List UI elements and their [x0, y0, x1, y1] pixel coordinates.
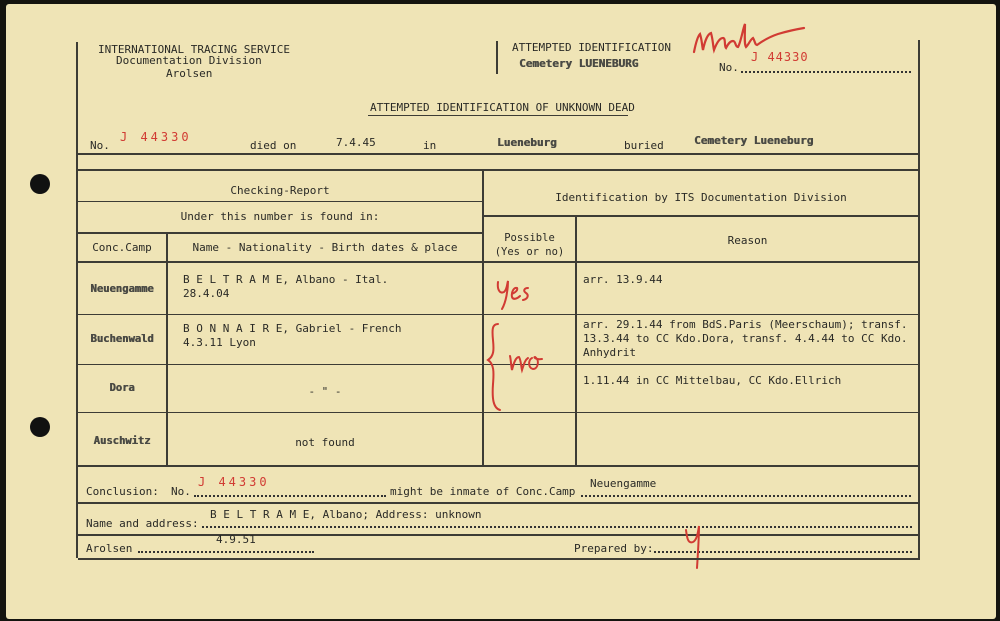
org-name: INTERNATIONAL TRACING SERVICE — [98, 43, 291, 56]
conclusion-no-label: No. — [171, 485, 191, 498]
conclusion-no-value: J 44330 — [198, 475, 270, 489]
record-card — [6, 4, 996, 619]
form-title: ATTEMPTED IDENTIFICATION OF UNKNOWN DEAD — [370, 101, 635, 114]
name-address-label: Name and address: — [86, 517, 199, 530]
buried-label: buried — [624, 139, 664, 152]
punch-hole-top — [30, 174, 50, 194]
frame-right — [918, 40, 920, 560]
preparer-signature — [680, 520, 710, 572]
row2-reason: arr. 29.1.44 from BdS.Paris (Meerschaum); transf. 13.3.44 to CC Kdo.Dora, transf. 4.4.44 to CC Kdo. Anhydrit — [583, 318, 908, 359]
table-divider-camp — [166, 232, 168, 465]
org-division: Documentation Division — [116, 54, 262, 67]
record-no-label: No. — [90, 139, 110, 152]
identification-heading: Identification by ITS Documentation Division — [555, 191, 847, 204]
table-divider-possible — [575, 215, 577, 465]
name-address-value: B E L T R A M E, Albano; Address: unknown — [210, 508, 482, 521]
footer-date-dotline — [138, 551, 314, 553]
row2-camp: Buchenwald — [90, 333, 154, 345]
column-header-rule — [78, 261, 918, 263]
conclusion-camp-dotline — [581, 495, 911, 497]
subheader-rule-left — [78, 232, 482, 234]
conclusion-rule — [78, 502, 918, 504]
name-address-rule — [78, 534, 918, 536]
checking-report-rule — [78, 201, 482, 202]
in-label: in — [423, 139, 437, 152]
possible-no-handwritten — [484, 320, 564, 412]
conclusion-label: Conclusion: — [86, 485, 159, 498]
name-address-dotline — [202, 526, 912, 528]
table-bottom-border — [78, 465, 918, 467]
header-no-label: No. — [719, 61, 739, 74]
handwritten-made-mark — [686, 14, 811, 58]
column-header-possible: Possible (Yes or no) — [494, 232, 565, 258]
died-on-value: 7.4.45 — [336, 136, 376, 149]
possible-yes-handwritten — [492, 276, 562, 312]
frame-left — [76, 42, 78, 558]
prepared-by-label: Prepared by: — [574, 542, 654, 555]
record-underline — [78, 153, 918, 155]
subheader-rule-right — [484, 215, 918, 217]
column-header-reason: Reason — [727, 234, 768, 247]
died-on-label: died on — [250, 139, 297, 152]
row1-camp: Neuengamme — [90, 283, 154, 295]
column-header-camp: Conc.Camp — [92, 241, 152, 254]
checking-report-heading: Checking-Report — [230, 184, 330, 197]
row3-rule — [78, 412, 918, 413]
org-location: Arolsen — [166, 67, 213, 80]
header-no-value: J 44330 — [751, 50, 809, 64]
place-of-death: Lueneburg — [497, 136, 557, 149]
frame-bottom — [78, 558, 920, 560]
row3-camp: Dora — [109, 382, 135, 394]
row4-name: not found — [295, 436, 355, 449]
footer-date: 4.9.51 — [216, 533, 256, 546]
might-be-inmate-text: might be inmate of Conc.Camp — [390, 485, 576, 498]
conclusion-no-dotline — [194, 495, 386, 497]
header-no-dotline — [741, 71, 911, 73]
burial-place: Cemetery Lueneburg — [694, 134, 814, 147]
footer-place: Arolsen — [86, 542, 133, 555]
title-underline — [368, 115, 628, 116]
column-header-name: Name - Nationality - Birth dates & place — [192, 241, 458, 254]
attempted-identification-label: ATTEMPTED IDENTIFICATION — [512, 41, 671, 54]
table-top-border — [78, 169, 918, 171]
row4-camp: Auschwitz — [93, 435, 151, 447]
row3-name: - " - — [308, 385, 342, 398]
table-divider-main — [482, 169, 484, 465]
cemetery-header: Cemetery LUENEBURG — [519, 57, 639, 70]
conclusion-camp-value: Neuengamme — [590, 477, 657, 490]
under-number-heading: Under this number is found in: — [180, 210, 380, 223]
row2-name: B O N N A I R E, Gabriel - French 4.3.11 Lyon — [183, 322, 402, 349]
punch-hole-bottom — [30, 417, 50, 437]
header-box-left-border — [496, 41, 498, 74]
row3-reason: 1.11.44 in CC Mittelbau, CC Kdo.Ellrich — [583, 374, 842, 387]
row1-name: B E L T R A M E, Albano - Ital. 28.4.04 — [183, 273, 389, 300]
record-no-value: J 44330 — [120, 130, 192, 144]
row1-reason: arr. 13.9.44 — [583, 273, 663, 286]
row1-rule — [78, 314, 918, 315]
